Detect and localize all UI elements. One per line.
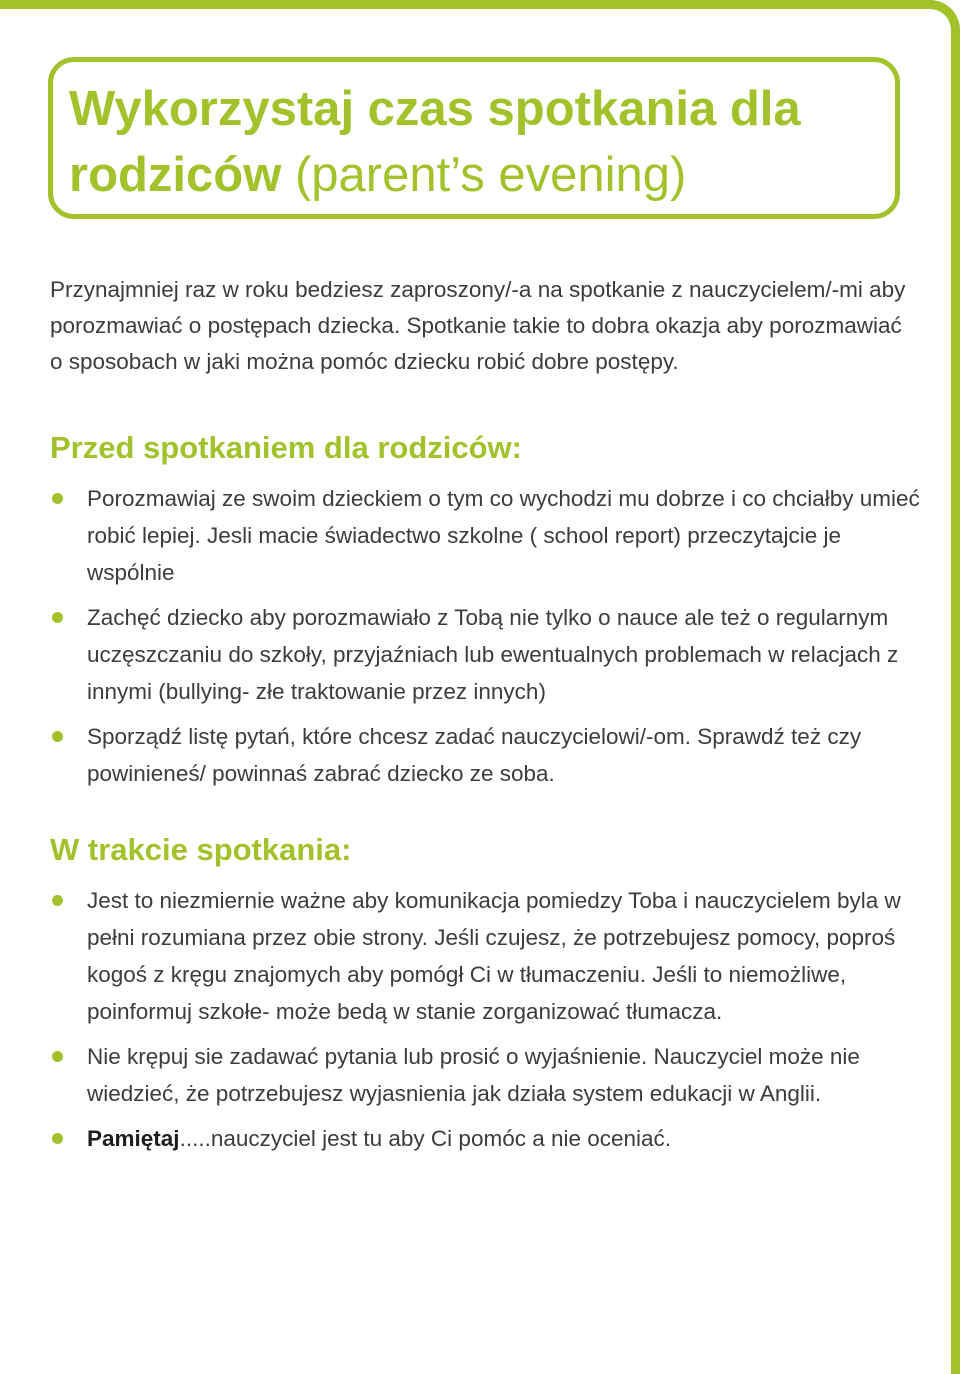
bullet-icon: [52, 1133, 63, 1144]
list-item-text: Porozmawiaj ze swoim dzieckiem o tym co wychodzi mu dobrze i co chciałby umieć robić lepiej. Jesli macie świadectwo szkolne ( school report) przeczytajcie je wspólnie: [87, 486, 920, 585]
list-item: [50, 1120, 920, 1157]
list-item: [50, 718, 920, 792]
list-item: [50, 1038, 920, 1112]
list-item-text: .....nauczyciel jest tu aby Ci pomóc a nie oceniać.: [179, 1126, 672, 1151]
section-during-list: [50, 882, 920, 1165]
section-before-list: [50, 480, 920, 800]
bullet-icon: [52, 731, 63, 742]
list-item: [50, 882, 920, 1030]
bullet-icon: [52, 1051, 63, 1062]
intro-paragraph: Przynajmniej raz w roku bedziesz zaproszony/-a na spotkanie z nauczycielem/-mi aby porozmawiać o postępach dziecka. Spotkanie takie to dobra okazja aby porozmawiać o sposobach w jaki można pomóc dziecku robić dobre postępy.: [50, 277, 906, 374]
list-item-text: Sporządź listę pytań, które chcesz zadać nauczycielowi/-om. Sprawdź też czy powinieneś/ powinnaś zabrać dziecko ze soba.: [87, 724, 862, 786]
title-line2-bold: rodziców: [69, 148, 282, 202]
page-title: [69, 76, 895, 208]
list-item: [50, 599, 920, 710]
list-item-text: Zachęć dziecko aby porozmawiało z Tobą nie tylko o nauce ale też o regularnym uczęszczaniu do szkoły, przyjaźniach lub ewentualnych problemach w relacjach z innymi (bullying- złe traktowanie przez innych): [87, 605, 899, 704]
section-during-heading: W trakcie spotkania:: [50, 832, 352, 867]
bullet-icon: [52, 612, 63, 623]
title-line1: Wykorzystaj czas spotkania dla: [69, 82, 801, 136]
title-box: [48, 57, 900, 219]
remember-label: Pamiętaj: [87, 1126, 180, 1151]
title-line2-light: (parent’s evening): [281, 148, 687, 202]
bullet-icon: [52, 895, 63, 906]
bullet-icon: [52, 493, 63, 504]
list-item-text: Nie krępuj sie zadawać pytania lub prosić o wyjaśnienie. Nauczyciel może nie wiedzieć, że potrzebujesz wyjasnienia jak działa system edukacji w Anglii.: [87, 1044, 860, 1106]
section-before-heading: Przed spotkaniem dla rodziców:: [50, 430, 522, 465]
list-item: [50, 480, 920, 591]
list-item-text: Jest to niezmiernie ważne aby komunikacja pomiedzy Toba i nauczycielem byla w pełni rozumiana przez obie strony. Jeśli czujesz, że potrzebujesz pomocy, poproś kogoś z kręgu znajomych aby pomógł Ci w tłumaczeniu. Jeśli to niemożliwe, poinformuj szkołe- może bedą w stanie zorganizować tłumacza.: [87, 888, 901, 1024]
